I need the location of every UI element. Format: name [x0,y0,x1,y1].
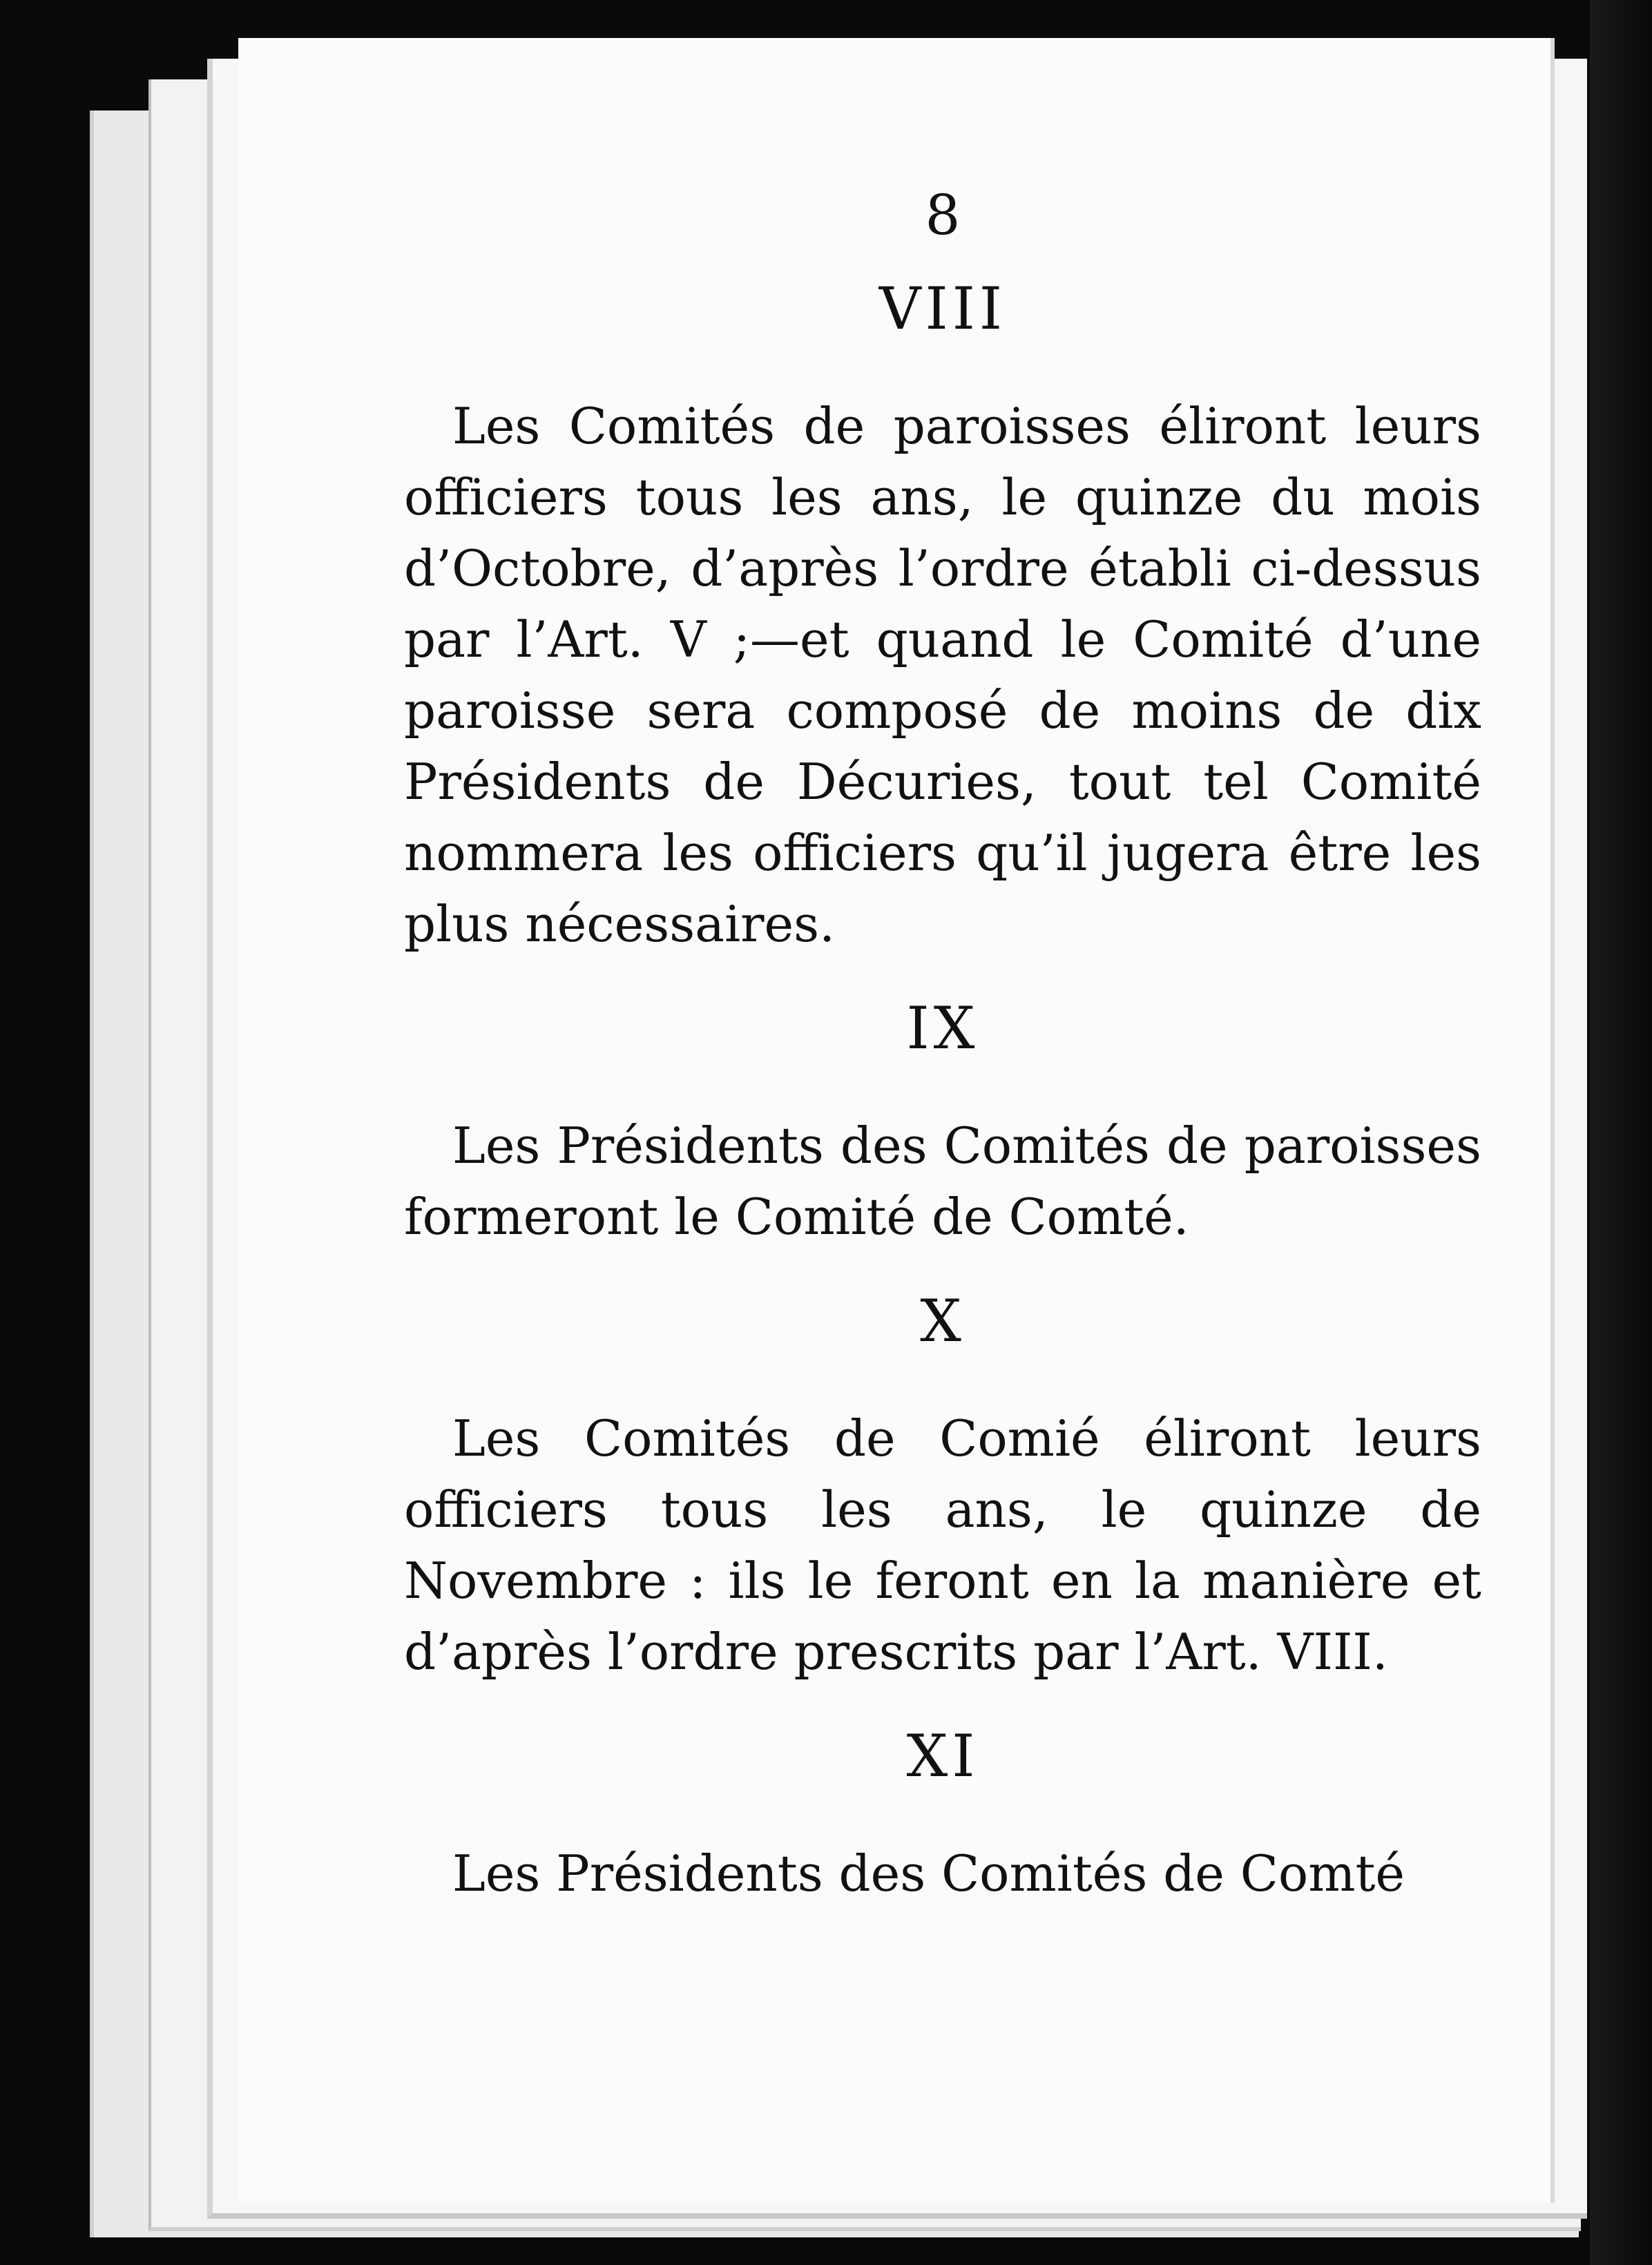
page-number: 8 [925,183,961,247]
book-page [238,38,1550,2203]
article-text-x: Les Comités de Comié éliront leurs officiers tous les ans, le quinze de Novembre : ils le feront en la manière et d’après l’ordre prescrits par l’Art. VIII. [404,1409,1481,1681]
article-heading-x: X [920,1287,966,1355]
article-text-xi: Les Présidents des Comités de Comté [452,1844,1405,1902]
article-heading-xi: XI [906,1722,979,1790]
article-heading-viii: VIII [878,275,1007,343]
article-text-viii: Les Comités de paroisses éliront leurs officiers tous les ans, le quinze du mois d’Octobre, d’après l’ordre établi ci-dessus par l’Art. V ;—et quand le Comité d’une paroisse sera composé de moins de dix Présidents de Décuries, tout tel Comité nommera les officiers qu’il jugera être les plus nécessaires. [404,397,1481,953]
article-heading-ix: IX [906,994,979,1062]
page-text [404,162,1481,1909]
spine-shadow [1590,0,1652,2265]
article-text-ix: Les Présidents des Comités de paroisses formeront le Comité de Comté. [404,1117,1481,1246]
